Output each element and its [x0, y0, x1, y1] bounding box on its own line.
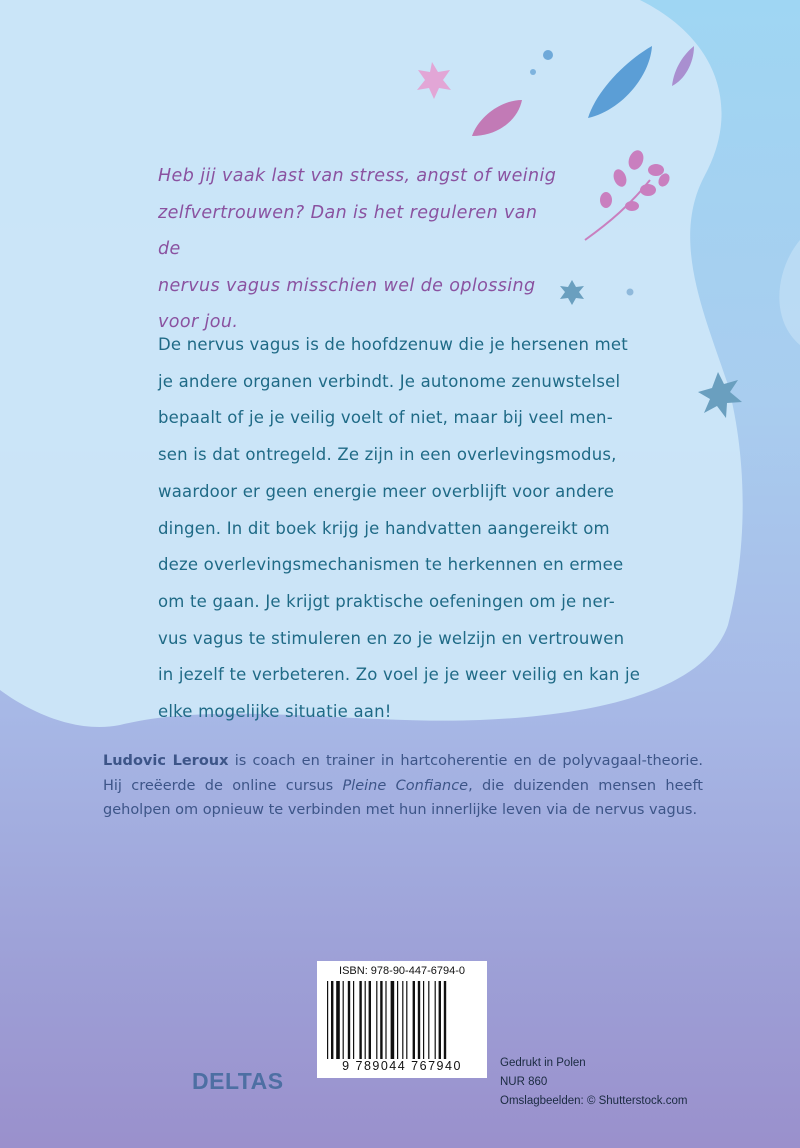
- body-line: elke mogelijke situatie aan!: [158, 702, 392, 722]
- dot-icon: [543, 50, 553, 60]
- course-name: Pleine Confiance: [342, 777, 469, 794]
- barcode-panel: [317, 961, 487, 1078]
- intro-paragraph: [158, 158, 558, 341]
- body-line: bepaalt of je je veilig voelt of niet, maar bij veel men-: [158, 408, 613, 428]
- intro-line: Heb jij vaak last van stress, angst of weinig: [158, 166, 557, 186]
- body-line: deze overlevingsmechanismen te herkennen en ermee: [158, 555, 624, 575]
- printed-in-text: Gedrukt in Polen: [500, 1057, 586, 1069]
- body-line: in jezelf te verbeteren. Zo voel je je weer veilig en kan je: [158, 665, 641, 685]
- cover-credit: Omslagbeelden: © Shutterstock.com: [500, 1095, 688, 1107]
- body-line: je andere organen verbindt. Je autonome zenuwstelsel: [158, 371, 621, 391]
- description-paragraph: [158, 327, 688, 731]
- author-name: Ludovic Leroux: [103, 753, 229, 769]
- body-line: De nervus vagus is de hoofdzenuw die je hersenen met: [158, 335, 628, 354]
- body-line: vus vagus te stimuleren en zo je welzijn en vertrouwen: [158, 628, 625, 648]
- isbn-label: ISBN: 978-90-447-6794-0: [339, 965, 465, 977]
- dot-icon: [627, 289, 634, 296]
- light-blob-right-edge: [779, 240, 800, 345]
- bio-text-1: is coach en trainer in hartcoherentie en de polyvagaal-theorie. Hij creëerde de online cursus: [103, 753, 703, 794]
- barcode-icon: [325, 981, 479, 1059]
- body-line: waardoor er geen energie meer overblijft voor andere: [158, 481, 615, 501]
- intro-line: voor jou.: [158, 312, 239, 332]
- author-bio: [103, 749, 703, 823]
- imprint-block: [500, 1054, 687, 1111]
- body-line: om te gaan. Je krijgt praktische oefeningen om je ner-: [158, 591, 615, 611]
- body-line: dingen. In dit boek krijg je handvatten aangereikt om: [158, 518, 610, 538]
- nur-code: NUR 860: [500, 1076, 548, 1088]
- intro-line: zelfvertrouwen? Dan is het reguleren van de: [158, 202, 538, 259]
- intro-line: nervus vagus misschien wel de oplossing: [158, 275, 536, 296]
- publisher-logo: DELTAS: [192, 1068, 284, 1094]
- barcode-number: 9 789044 767940: [342, 1059, 462, 1073]
- bio-text-2: , die duizenden mensen heeft geholpen om opnieuw te verbinden met hun innerlijke leven via de nervus vagus.: [103, 777, 703, 818]
- dot-icon: [530, 69, 536, 75]
- body-line: sen is dat ontregeld. Ze zijn in een overlevingsmodus,: [158, 445, 617, 465]
